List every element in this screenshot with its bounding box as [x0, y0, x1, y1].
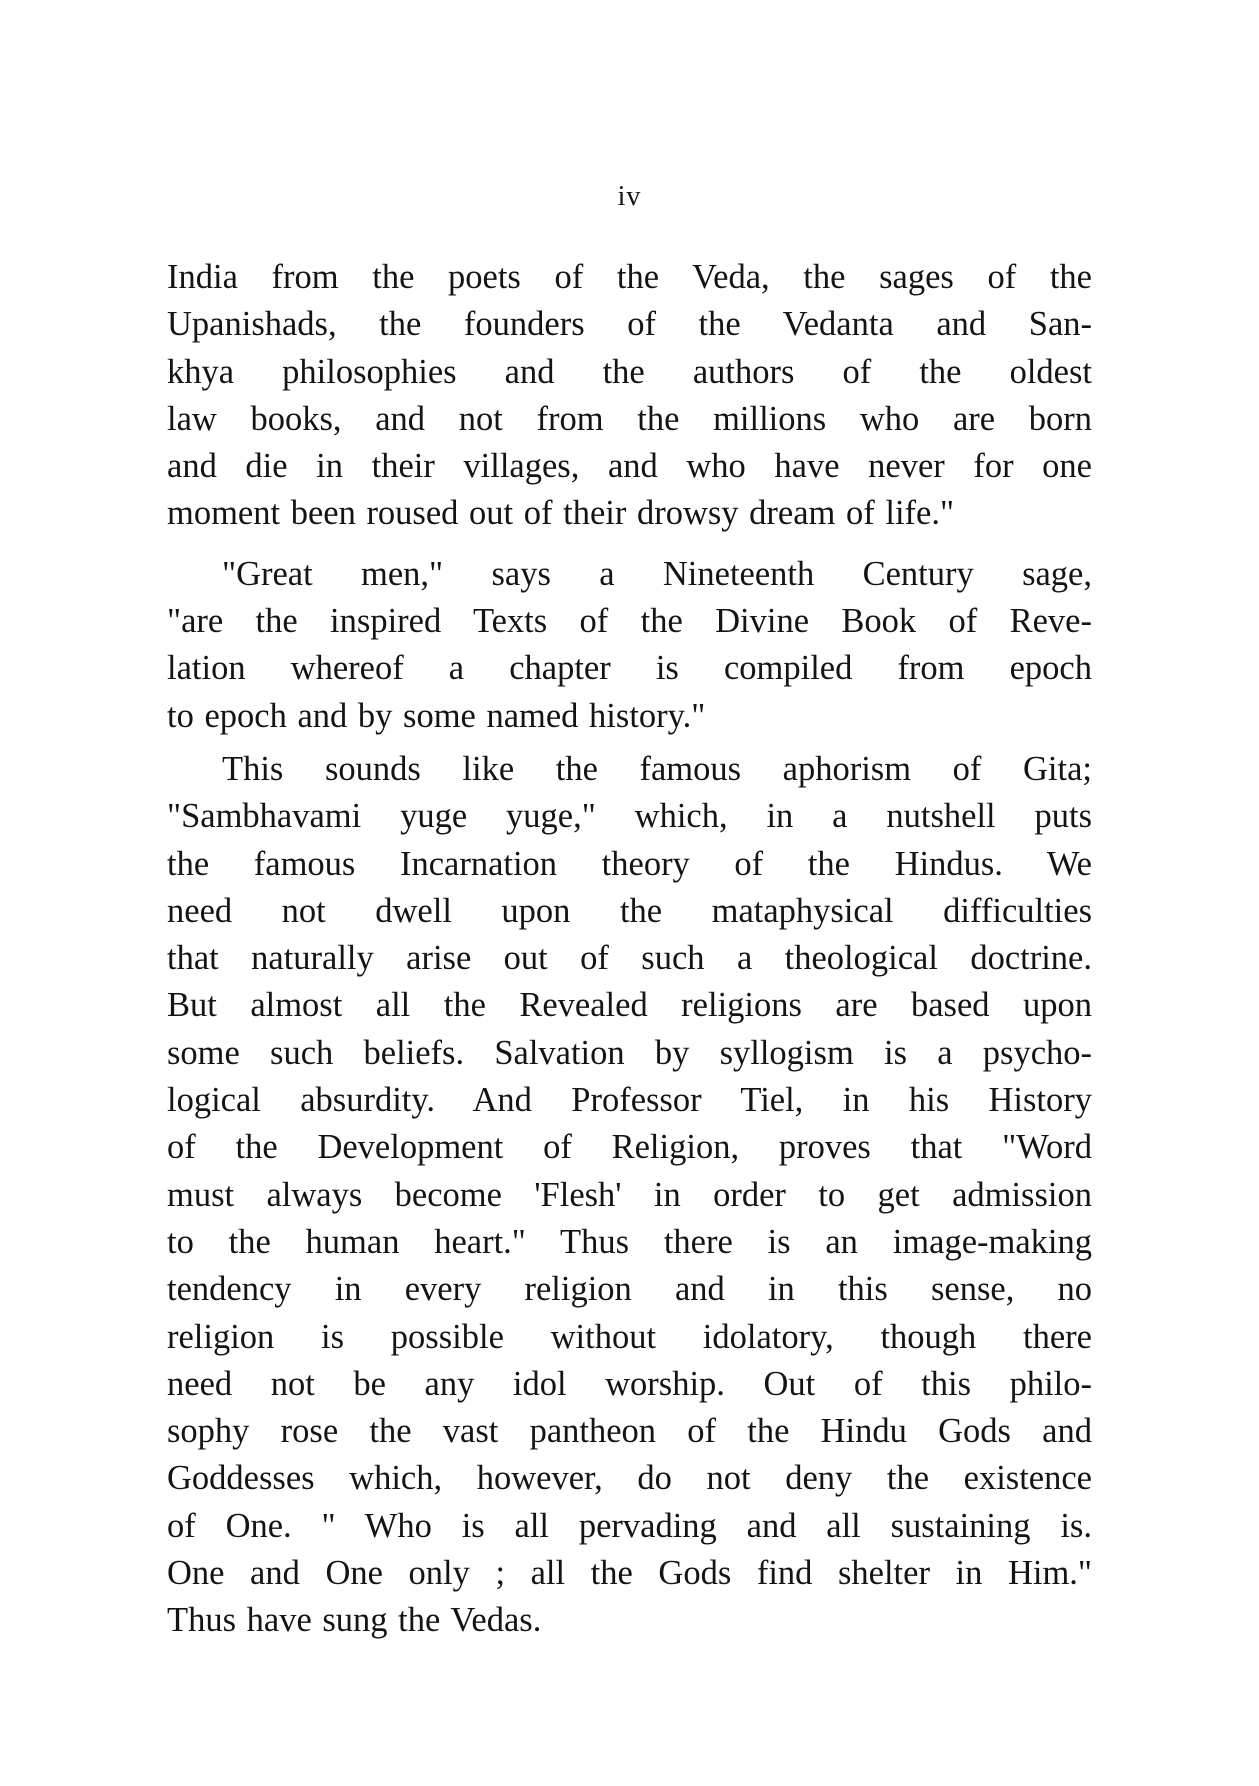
text-line: to epoch and by some named history.": [167, 696, 706, 735]
text-line: India from the poets of the Veda, the sages of the: [167, 258, 1092, 296]
text-line: But almost all the Revealed religions are based upon: [167, 986, 1092, 1025]
text-line: of One. " Who is all pervading and all sustaining is.: [167, 1506, 1092, 1545]
text-line: and die in their villages, and who have never for one: [167, 447, 1092, 486]
text-line: logical absurdity. And Professor Tiel, in his History: [167, 1081, 1092, 1120]
text-line: Upanishads, the founders of the Vedanta and San-: [167, 305, 1092, 344]
text-line: some such beliefs. Salvation by syllogism is a psycho-: [167, 1033, 1092, 1072]
text-line: This sounds like the famous aphorism of Gita;: [222, 749, 1092, 788]
text-line: lation whereof a chapter is compiled from epoch: [167, 649, 1092, 688]
paragraph-2: [167, 551, 1092, 740]
paragraph-spacer: [167, 538, 1092, 551]
page-number: iv: [617, 181, 642, 212]
text-line: khya philosophies and the authors of the oldest: [167, 352, 1092, 391]
paragraph-3: [167, 746, 1092, 1645]
text-line: need not be any idol worship. Out of this philo-: [167, 1364, 1092, 1403]
body-text: [167, 254, 1092, 1645]
text-line: must always become 'Flesh' in order to get admission: [167, 1175, 1092, 1214]
text-line: sophy rose the vast pantheon of the Hindu Gods and: [167, 1412, 1092, 1451]
text-line: law books, and not from the millions who are born: [167, 399, 1092, 438]
text-line: tendency in every religion and in this sense, no: [167, 1270, 1092, 1309]
text-line: "are the inspired Texts of the Divine Book of Reve-: [167, 602, 1092, 641]
text-line: Thus have sung the Vedas.: [167, 1601, 542, 1640]
text-line: "Great men," says a Nineteenth Century sage,: [222, 554, 1092, 593]
text-line: of the Development of Religion, proves that "Word: [167, 1128, 1092, 1167]
text-line: "Sambhavami yuge yuge," which, in a nutshell puts: [167, 797, 1092, 836]
text-line: religion is possible without idolatory, though there: [167, 1317, 1092, 1356]
text-line: Goddesses which, however, do not deny the existence: [167, 1459, 1092, 1498]
paragraph-1: [167, 254, 1092, 538]
text-line: need not dwell upon the mataphysical difficulties: [167, 891, 1092, 930]
text-line: to the human heart." Thus there is an image-making: [167, 1222, 1092, 1261]
text-line: that naturally arise out of such a theological doctrine.: [167, 939, 1092, 978]
text-line: the famous Incarnation theory of the Hindus. We: [167, 844, 1092, 883]
text-line: One and One only ; all the Gods find shelter in Him.": [167, 1554, 1092, 1593]
text-line: moment been roused out of their drowsy dream of life.": [167, 494, 955, 533]
